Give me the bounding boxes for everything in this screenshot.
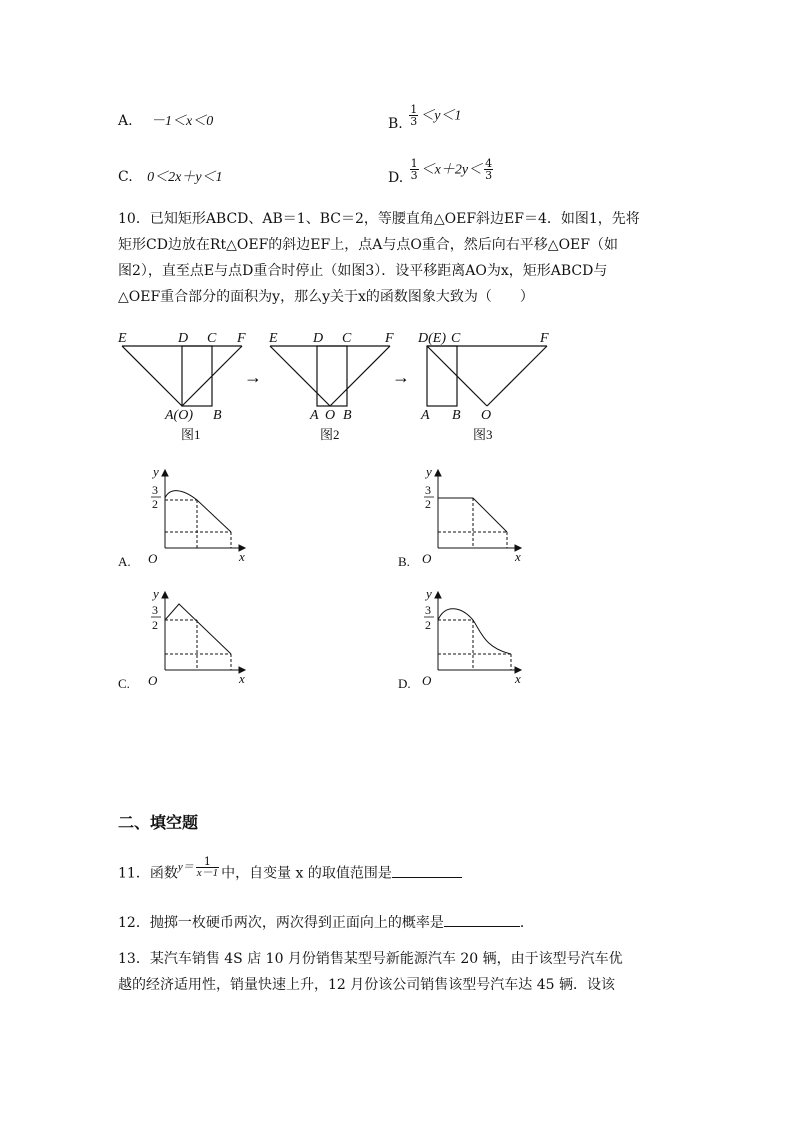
graph-c-label: C. [118, 676, 130, 691]
fig2-label-o: O [325, 408, 336, 423]
tick-denominator: 2 [425, 618, 431, 632]
graph-b-label: B. [398, 554, 410, 569]
axis-x-label: x [515, 549, 521, 564]
option-d-fraction-left: $\frac{1}{3}$ [410, 157, 418, 182]
fig3-label-de: D(E) [418, 331, 446, 346]
q11-prefix: 11．函数 [118, 865, 178, 882]
tick-denominator: 2 [152, 497, 158, 511]
q10-line-4: △OEF重合部分的面积为y，那么y关于x的函数图象大致为（ ） [118, 289, 534, 305]
graph-b [395, 462, 535, 572]
question-11 [118, 855, 462, 885]
option-d-label: D. [388, 169, 404, 186]
q10-line-3: 图2），直至点E与点D重合时停止（如图3）．设平移距离AO为x，矩形ABCD与 [118, 263, 608, 279]
tick-denominator: 2 [152, 618, 158, 632]
tick-numerator: 3 [152, 483, 158, 497]
q10-line-2: 矩形CD边放在Rt△OEF的斜边EF上，点A与点O重合，然后向右平移△OEF（如 [118, 237, 618, 253]
fig1-label-f: F [237, 331, 246, 346]
option-b-expr: ＜y＜1 [420, 108, 462, 124]
fig3-label-b: B [452, 408, 461, 423]
tick-numerator: 3 [425, 483, 431, 497]
graph-d [395, 584, 535, 694]
fig2-caption: 图2 [320, 427, 340, 442]
option-c-label: C. [118, 169, 133, 185]
q11-suffix: 中，自变量 x 的取值范围是 [221, 865, 392, 882]
question-10 [118, 206, 640, 310]
q12-end: ． [519, 915, 534, 931]
fig3-label-c: C [451, 331, 461, 346]
fig1-label-ao: A(O) [165, 408, 193, 423]
origin-label: O [148, 673, 158, 688]
fig2-label-e: E [269, 331, 278, 346]
option-c-expr: 0＜2x＋y＜1 [147, 170, 223, 185]
section-heading: 二、填空题 [118, 813, 199, 832]
option-b-label: B. [388, 115, 403, 132]
option-b [388, 103, 462, 132]
origin-label: O [422, 673, 432, 688]
axis-x-label: x [515, 671, 521, 686]
axis-y-label: y [426, 586, 432, 601]
q13-line-1: 13．某汽车销售 4S 店 10 月份销售某型号新能源汽车 20 辆，由于该型号汽车优 [118, 951, 623, 967]
graph-a [115, 462, 255, 572]
option-d-fraction-right: $\frac{4}{3}$ [485, 157, 493, 182]
fig1-label-c: C [207, 331, 217, 346]
option-a-expr: －1＜x＜0 [151, 114, 214, 129]
option-d [388, 157, 495, 186]
fig1-label-d: D [178, 331, 189, 346]
axis-y-label: y [153, 464, 159, 479]
axis-x-label: x [239, 671, 245, 686]
answer-blank[interactable] [444, 912, 520, 927]
q11-fraction: $\frac{1}{x-1}$ [196, 855, 219, 879]
fig3-label-f: F [540, 331, 549, 346]
option-c [118, 166, 223, 186]
q11-func-lhs: y＝ [177, 860, 194, 873]
graph-a-label: A. [118, 554, 131, 569]
origin-label: O [422, 551, 432, 566]
fig3-label-o: O [481, 408, 492, 423]
question-12 [118, 912, 534, 932]
tick-numerator: 3 [152, 603, 158, 617]
fig2-label-f: F [385, 331, 394, 346]
answer-blank[interactable] [392, 863, 462, 878]
fig2-label-a: A [310, 408, 319, 423]
option-d-expr: ＜x＋2y＜ [420, 162, 483, 178]
fig1-caption: 图1 [181, 427, 201, 442]
fig3-label-a: A [421, 408, 430, 423]
axis-x-label: x [239, 549, 245, 564]
figure-1 [122, 346, 242, 406]
fig2-label-d: D [313, 331, 324, 346]
axis-y-label: y [153, 586, 159, 601]
option-a-label: A. [118, 113, 133, 129]
arrow-icon: → [392, 367, 410, 387]
axis-y-label: y [426, 464, 432, 479]
fig3-caption: 图3 [473, 427, 493, 442]
arrow-icon: → [244, 367, 262, 387]
graph-d-label: D. [398, 676, 411, 691]
graph-c [115, 584, 255, 694]
fig1-label-b: B [213, 408, 222, 423]
tick-denominator: 2 [425, 497, 431, 511]
geometry-figures [110, 326, 570, 446]
fig2-label-c: C [342, 331, 352, 346]
q13-line-2: 越的经济适用性，销量快速上升，12 月份该公司销售该型号汽车达 45 辆．设该 [118, 977, 615, 993]
origin-label: O [148, 551, 158, 566]
q10-line-1: 10．已知矩形ABCD、AB＝1、BC＝2，等腰直角△OEF斜边EF＝4．如图1，先将 [118, 211, 640, 227]
fig2-label-b: B [343, 408, 352, 423]
tick-numerator: 3 [425, 603, 431, 617]
question-13 [118, 946, 623, 998]
figure-2 [270, 346, 390, 406]
figure-3 [427, 346, 547, 406]
option-a [118, 110, 213, 130]
fig1-label-e: E [118, 331, 127, 346]
option-b-fraction: $\frac{1}{3}$ [410, 103, 418, 128]
q12-text: 12．抛掷一枚硬币两次，两次得到正面向上的概率是 [118, 915, 444, 931]
